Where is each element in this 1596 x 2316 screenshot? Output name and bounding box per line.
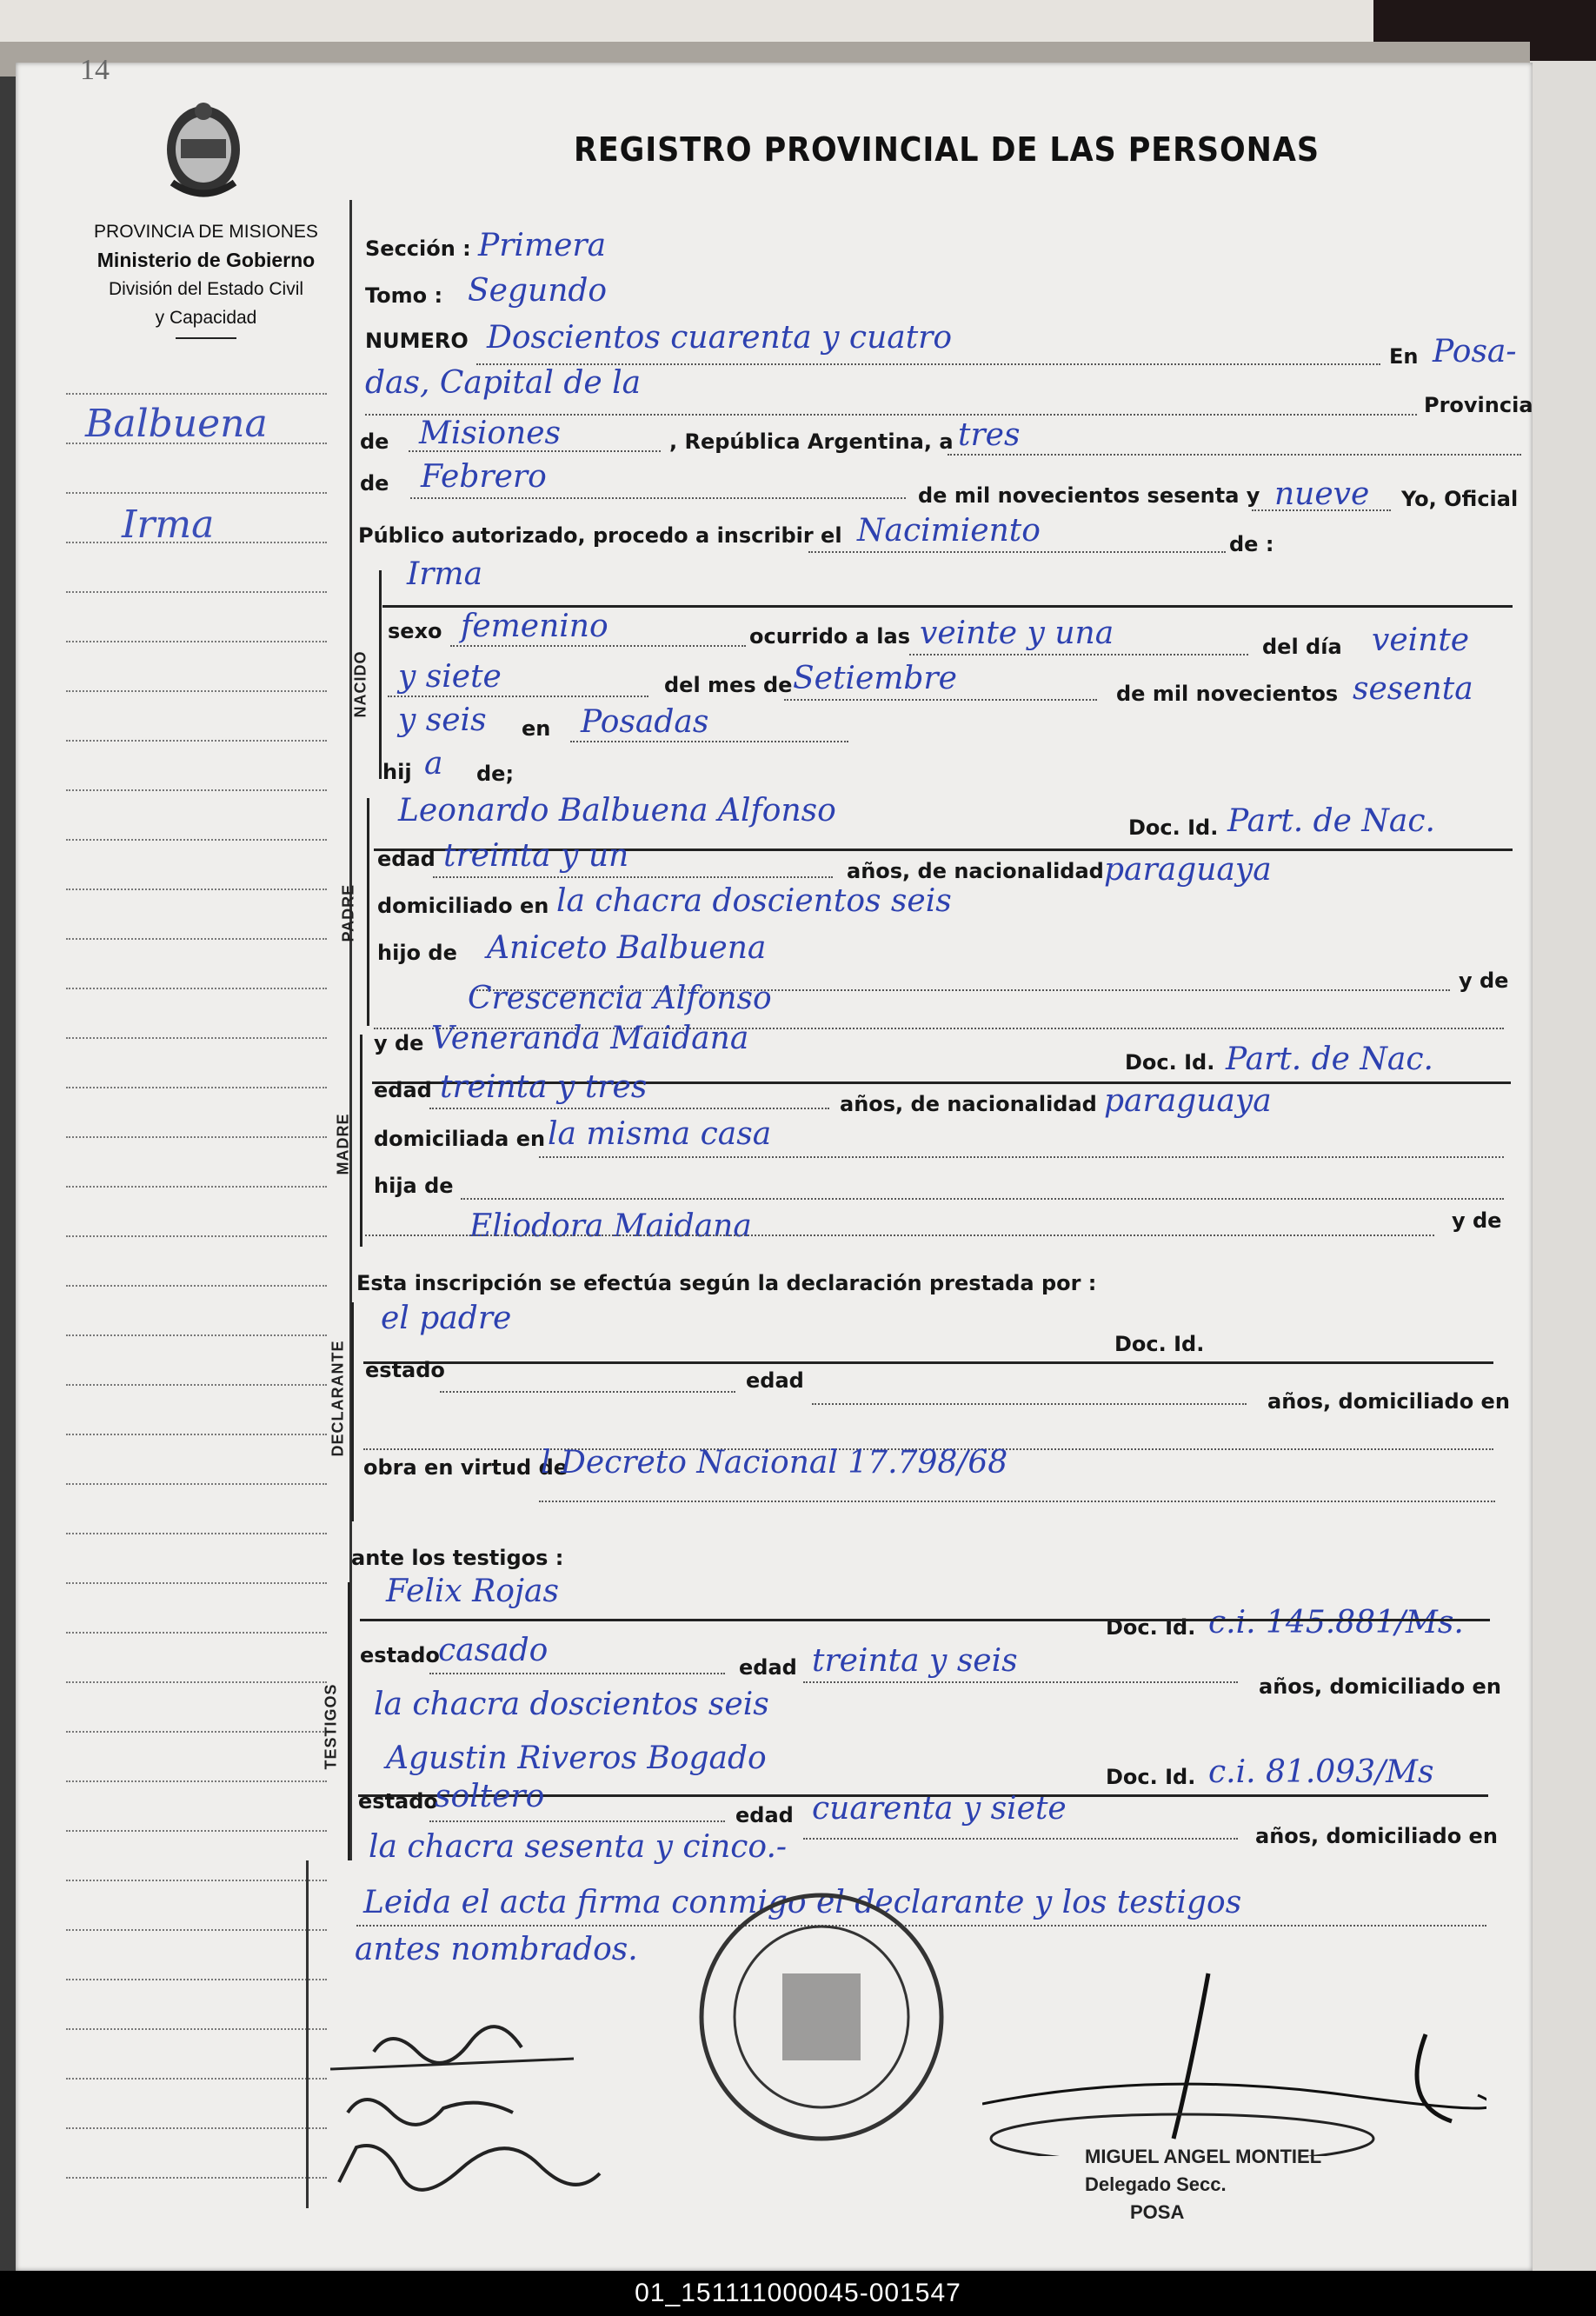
column-divider-lower (306, 1860, 309, 2208)
dotted-line (409, 450, 661, 452)
sexo-value: femenino (461, 609, 608, 644)
nombre-value: Irma (407, 556, 483, 592)
anio-nac2-value: y seis (398, 702, 487, 738)
label-edad: edad (746, 1368, 804, 1393)
dotted-line (410, 497, 906, 499)
section-bracket (360, 1035, 362, 1247)
label-anos-nac: años, de nacionalidad (847, 859, 1104, 883)
label-hija-de: hija de (374, 1174, 454, 1198)
label-doc-id: Doc. Id. (1125, 1050, 1215, 1075)
margin-rule (66, 1483, 327, 1485)
testigo2-value: Agustin Riveros Bogado (386, 1740, 767, 1776)
org-rule (176, 337, 236, 339)
madre-value: Veneranda Maidana (431, 1021, 749, 1056)
official-role: Delegado Secc. (1085, 2173, 1227, 2195)
label-y-de: y de (1459, 968, 1509, 993)
org-province: PROVINCIA DE MISIONES (94, 222, 318, 242)
section-bracket (367, 798, 369, 1026)
margin-rule (66, 839, 327, 841)
solid-line (382, 605, 1513, 608)
label-edad: edad (739, 1655, 797, 1680)
margin-rule (66, 393, 327, 395)
margin-rule (66, 1830, 327, 1832)
signature-official (982, 1965, 1486, 2156)
dotted-line (803, 1681, 1238, 1683)
padre-madre-value: Crescencia Alfonso (468, 981, 772, 1016)
testigo2-doc-value: c.i. 81.093/Ms (1208, 1754, 1434, 1790)
margin-rule (66, 2078, 327, 2080)
tomo-value: Segundo (468, 273, 608, 309)
hora-value: veinte y una (920, 616, 1114, 651)
lugar-value: das, Capital de la (365, 365, 642, 401)
margin-rule (66, 1731, 327, 1733)
label-de: de (360, 471, 389, 496)
margin-rule (66, 591, 327, 593)
margin-rule (66, 1334, 327, 1336)
label-de-mil: de mil novecientos sesenta y (918, 483, 1260, 508)
label-en: En (1389, 344, 1419, 369)
label-edad: edad (735, 1803, 794, 1827)
label-republica: , República Argentina, a (669, 429, 954, 454)
label-domiciliado-en: domiciliado en (377, 894, 549, 918)
provincia-value: Misiones (419, 416, 562, 451)
solid-line (360, 1619, 1490, 1621)
margin-rule (66, 1979, 327, 1980)
testigo2-edad-value: cuarenta y siete (812, 1791, 1067, 1827)
madre-doc-value: Part. de Nac. (1226, 1042, 1433, 1077)
label-en-lugar: en (522, 716, 551, 741)
label-de-semicolon: de; (476, 762, 515, 786)
anio-nac-value: sesenta (1353, 671, 1473, 707)
madre-dom-value: la misma casa (548, 1116, 772, 1152)
dotted-line (570, 741, 848, 742)
label-de: de (360, 429, 389, 454)
testigo1-value: Felix Rojas (386, 1574, 559, 1609)
dotted-line (784, 699, 1097, 701)
label-doc-id: Doc. Id. (1128, 815, 1219, 840)
label-edad: edad (377, 847, 436, 871)
testigo1-doc-value: c.i. 145.881/Ms. (1208, 1605, 1464, 1640)
official-stamp-icon (691, 1887, 952, 2147)
label-anos-nac: años, de nacionalidad (840, 1092, 1097, 1116)
dotted-line (388, 695, 648, 697)
padre-doc-value: Part. de Nac. (1227, 803, 1435, 839)
declarante-value: el padre (381, 1301, 512, 1336)
margin-rule (66, 1632, 327, 1634)
archive-footer: 01_151111000045-001547 (0, 2271, 1596, 2316)
margin-rule (66, 2127, 327, 2129)
testigo1-edad-value: treinta y seis (812, 1643, 1018, 1679)
label-yo-oficial: Yo, Oficial (1401, 487, 1519, 511)
margin-rule (66, 1929, 327, 1931)
solid-line (363, 1361, 1493, 1364)
label-del-dia: del día (1262, 635, 1342, 659)
side-label-padre: PADRE (339, 883, 357, 942)
dotted-line (808, 551, 1226, 553)
dotted-line (539, 1501, 1495, 1502)
margin-rule (66, 1533, 327, 1534)
dia-value: tres (958, 417, 1021, 453)
signatures-witnesses (313, 2017, 626, 2226)
margin-rule (66, 1880, 327, 1881)
label-sexo: sexo (388, 619, 442, 643)
official-place: POSA (1130, 2201, 1185, 2223)
testigo1-estado-value: casado (438, 1633, 549, 1668)
dotted-line (812, 1403, 1247, 1405)
org-capacity: y Capacidad (155, 308, 257, 328)
cierre-line1: Leida el acta firma conmigo el declarante y los testigos (363, 1885, 1242, 1920)
dotted-line (948, 454, 1521, 456)
anio-value: nueve (1274, 476, 1370, 512)
madre-nac-value: paraguaya (1104, 1083, 1272, 1119)
testigo2-estado-value: soltero (435, 1779, 545, 1814)
acto-value: Nacimiento (857, 513, 1041, 549)
padre-dom-value: la chacra doscientos seis (556, 883, 952, 919)
label-de-colon: de : (1229, 532, 1274, 556)
cierre-line2: antes nombrados. (355, 1932, 638, 1967)
dotted-line (909, 654, 1248, 656)
margin-rule (66, 1186, 327, 1188)
dotted-line (433, 876, 833, 878)
side-label-nacido: NACIDO (351, 650, 369, 718)
label-estado: estado (358, 1789, 438, 1814)
margin-rule (66, 789, 327, 791)
margin-given-name: Irma (122, 502, 215, 547)
dotted-line (365, 1235, 1434, 1236)
dotted-line (450, 645, 746, 647)
margin-rule (66, 2028, 327, 2030)
label-de-mil-nov: de mil novecientos (1116, 682, 1339, 706)
margin-rule (66, 1235, 327, 1237)
margin-rule (66, 1434, 327, 1435)
page-number: 14 (80, 54, 110, 86)
margin-rule (66, 938, 327, 940)
label-doc-id: Doc. Id. (1114, 1332, 1205, 1356)
padre-nac-value: paraguaya (1104, 852, 1272, 888)
dotted-line (429, 1820, 725, 1822)
label-domiciliada-en: domiciliada en (374, 1127, 546, 1151)
margin-rule (66, 740, 327, 742)
label-y-de: y de (374, 1031, 424, 1055)
mes-nac-value: Setiembre (793, 661, 957, 696)
margin-rule (66, 641, 327, 642)
label-doc-id: Doc. Id. (1106, 1615, 1196, 1640)
margin-rule (66, 1087, 327, 1088)
padre-edad-value: treinta y un (443, 838, 629, 874)
margin-rule (66, 690, 327, 692)
label-hij: hij (382, 760, 412, 784)
margin-rule (66, 2177, 327, 2179)
decreto-value: l Decreto Nacional 17.798/68 (541, 1445, 1008, 1481)
dotted-line (440, 1391, 735, 1393)
coat-of-arms-icon (155, 96, 252, 204)
previous-page-edge (0, 0, 1373, 45)
adjacent-page (1530, 61, 1596, 2273)
dia-nac2-value: y siete (398, 659, 502, 695)
dotted-line (461, 1198, 1504, 1200)
numero-value: Doscientos cuarenta y cuatro (487, 320, 953, 356)
label-obra: obra en virtud de (363, 1455, 569, 1480)
seccion-value: Primera (478, 228, 607, 263)
label-anos-dom: años, domiciliado en (1255, 1824, 1498, 1848)
dia-nac-value: veinte (1372, 622, 1470, 658)
margin-rule (66, 1285, 327, 1287)
dotted-line (429, 1108, 829, 1109)
label-tomo: Tomo : (365, 283, 443, 308)
org-division: División del Estado Civil (108, 279, 304, 299)
side-label-madre: MADRE (334, 1113, 352, 1175)
dotted-line (803, 1838, 1238, 1840)
margin-rule (66, 1780, 327, 1782)
margin-rule (66, 1681, 327, 1683)
section-bracket (379, 570, 382, 779)
label-doc-id: Doc. Id. (1106, 1765, 1196, 1789)
label-numero: NUMERO (365, 329, 469, 353)
label-seccion: Sección : (365, 236, 471, 261)
label-del-mes: del mes de (664, 673, 793, 697)
section-bracket (351, 1302, 354, 1521)
dotted-line (429, 1673, 725, 1674)
margin-rule (66, 1582, 327, 1584)
official-name: MIGUEL ANGEL MONTIEL (1085, 2146, 1322, 2167)
padre-padre-value: Aniceto Balbuena (487, 930, 767, 966)
margin-rule (66, 1384, 327, 1386)
section-bracket (348, 1582, 350, 1860)
label-ante-testigos: ante los testigos : (351, 1546, 564, 1570)
margin-surname: Balbuena (85, 402, 268, 446)
label-publico: Público autorizado, procedo a inscribir el (358, 523, 842, 548)
margin-rule (66, 988, 327, 989)
margin-rule (66, 1136, 327, 1138)
dotted-line (1252, 509, 1391, 511)
margin-rule (66, 888, 327, 890)
padre-value: Leonardo Balbuena Alfonso (398, 793, 836, 829)
margin-rule (66, 492, 327, 494)
en-value: Posa- (1433, 334, 1517, 369)
label-y-de: y de (1452, 1208, 1502, 1233)
document-title: REGISTRO PROVINCIAL DE LAS PERSONAS (574, 130, 1320, 169)
testigo2-dom-value: la chacra sesenta y cinco.- (369, 1829, 788, 1865)
label-anos-dom: años, domiciliado en (1259, 1674, 1501, 1699)
label-anos-dom: años, domiciliado en (1267, 1389, 1510, 1414)
margin-rule (66, 1037, 327, 1039)
issuing-organization (63, 217, 349, 339)
mes-value: Febrero (421, 459, 547, 495)
side-label-declarante: DECLARANTE (329, 1340, 347, 1457)
dotted-line (539, 1156, 1504, 1158)
madre-edad-value: treinta y tres (440, 1069, 648, 1105)
label-esta-inscripcion: Esta inscripción se efectúa según la declaración prestada por : (356, 1271, 1097, 1295)
org-ministry: Ministerio de Gobierno (96, 249, 316, 271)
label-edad: edad (374, 1078, 432, 1102)
label-estado: estado (365, 1358, 445, 1382)
madre-madre-value: Eliodora Maidana (469, 1208, 752, 1244)
label-provincia: Provincia (1424, 393, 1533, 417)
side-label-testigos: TESTIGOS (322, 1683, 340, 1770)
label-hijo-de: hijo de (377, 941, 457, 965)
label-estado: estado (360, 1643, 440, 1667)
label-ocurrido: ocurrido a las (749, 624, 910, 649)
hij-suffix-value: a (424, 746, 443, 782)
testigo1-dom-value: la chacra doscientos seis (374, 1687, 769, 1722)
lugar-nac-value: Posadas (581, 704, 709, 740)
